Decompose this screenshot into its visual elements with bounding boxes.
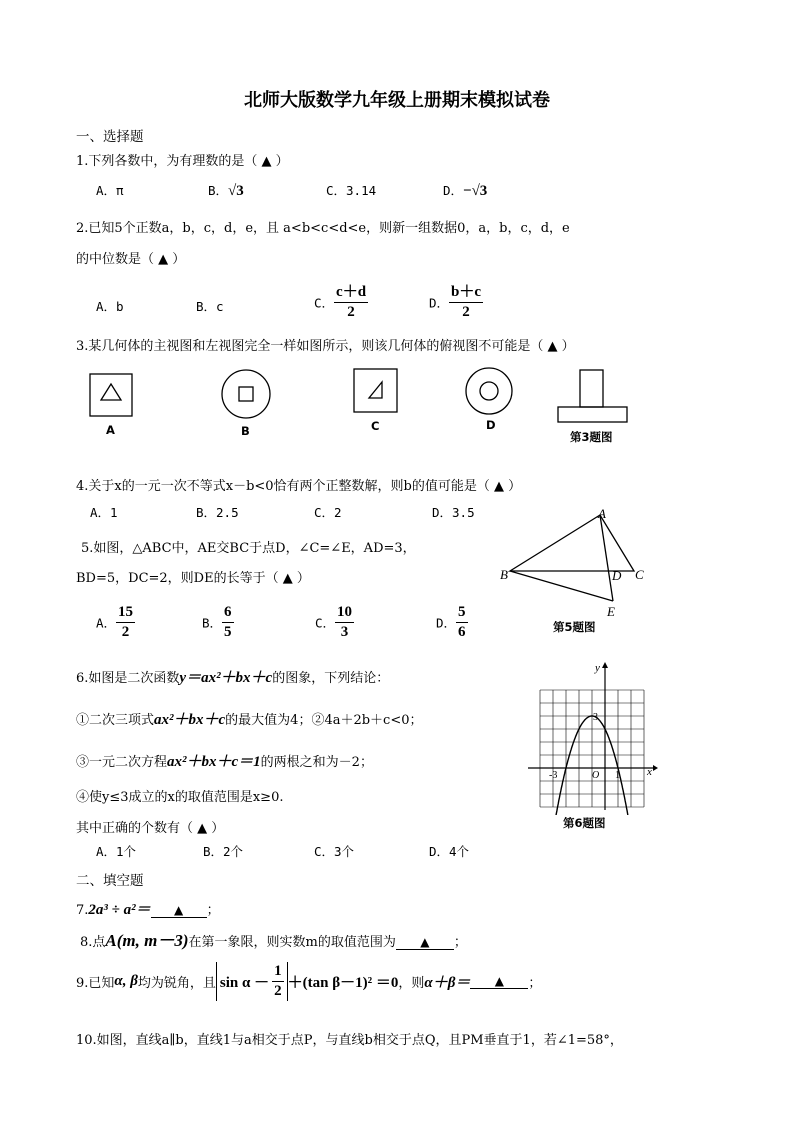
q6-label-1: 1 [615, 770, 620, 781]
page-title: 北师大版数学九年级上册期末模拟试卷 [244, 90, 550, 111]
q2-stem-line1: 2.已知5个正数a，b，c，d，e，且 a<b<c<d<e，则新一组数据0，a，b，c，d，e [76, 221, 570, 236]
q3-label-b: B [241, 424, 250, 438]
q7-answer-blank[interactable]: ▲ [151, 903, 207, 918]
q6-label-y: y [595, 662, 600, 674]
q2-stem-line2: 的中位数是（ ▲ ） [76, 252, 186, 267]
q6-label-neg3: -3 [549, 770, 558, 781]
q3-figures [80, 362, 640, 447]
q5-option-c: C． $\frac{10}{3}$ [315, 604, 353, 640]
q6-label-origin: O [592, 770, 600, 781]
q5-option-d: D． $\frac{5}{6}$ [436, 604, 466, 640]
q7: 7.2a³ ÷ a²＝ ▲ ； [76, 902, 220, 918]
q5-figure [496, 505, 656, 625]
q4-stem: 4.关于x的一元一次不等式x－b<0恰有两个正整数解，则b的值可能是（ ▲ ） [76, 479, 522, 494]
q3-stem: 3.某几何体的主视图和左视图完全一样如图所示，则该几何体的俯视图不可能是（ ▲ ） [76, 339, 575, 354]
q1-option-c: C．3.14 [326, 183, 377, 198]
q6-option-d: D．4个 [429, 844, 470, 859]
q6-x-arrow [653, 765, 658, 771]
q8: 8.点A(m, m－3)在第一象限，则实数m的取值范围为 ▲ ； [80, 931, 467, 950]
q5-stem-line2: BD=5，DC=2，则DE的长等于（ ▲ ） [76, 571, 310, 586]
q1-option-d: D．−√3 [443, 183, 488, 199]
q6-label-3: 3 [593, 712, 598, 723]
q5-label-a: A [598, 506, 606, 521]
q6-ask: 其中正确的个数有（ ▲ ） [76, 821, 225, 836]
q4-option-d: D．3.5 [432, 505, 475, 520]
section-heading-choice: 一、选择题 [76, 129, 144, 145]
q6-stem: 6.如图是二次函数y＝ax²＋bx＋c的图象，下列结论： [76, 670, 390, 686]
q2-option-a: A．b [96, 299, 124, 314]
q1-option-a: A．π [96, 183, 124, 198]
q2-option-d: D． $\frac{b+c}{2}$ [429, 284, 482, 320]
q5-stem-line1: 5.如图，△ABC中，AE交BC于点D，∠C=∠E，AD=3， [81, 541, 416, 556]
q5-label-d: D [612, 568, 622, 583]
q9-absolute-value: sin α － $\frac{1}{2}$ [216, 962, 288, 1001]
q8-answer-blank[interactable]: ▲ [396, 935, 454, 950]
q10-stem-line1: 10.如图，直线a∥b，直线1与a相交于点P，与直线b相交于点Q，且PM垂直于1，若∠1=58°， [76, 1033, 623, 1048]
q6-y-arrow [602, 662, 608, 668]
q3-figure-b [222, 370, 270, 418]
q4-option-a: A．1 [90, 505, 118, 520]
q3-figure-d [466, 368, 512, 414]
q6-option-a: A．1个 [96, 844, 137, 859]
q5-label-b: B [500, 567, 508, 582]
q6-parabola-graph [525, 660, 660, 815]
q3-label-c: C [371, 419, 380, 433]
q4-option-c: C．2 [314, 505, 342, 520]
q2-option-c: C． $\frac{c+d}{2}$ [314, 284, 367, 320]
q6-option-b: B．2个 [203, 844, 244, 859]
q6-statement-3: ③一元二次方程ax²＋bx＋c＝1的两根之和为－2； [76, 754, 373, 770]
q5-label-e: E [607, 604, 615, 619]
q5-option-b: B． $\frac{6}{5}$ [202, 604, 232, 640]
q1-stem: 1.下列各数中，为有理数的是（ ▲ ） [76, 154, 289, 169]
q9-answer-blank[interactable]: ▲ [470, 974, 528, 989]
q5-label-c: C [635, 567, 644, 582]
q3-label-a: A [106, 423, 115, 437]
q3-figure-a [90, 374, 132, 416]
q1-option-b: B．√3 [208, 183, 244, 199]
q3-reference-figure [558, 370, 627, 422]
q6-statement-4: ④使y≤3成立的x的取值范围是x≥0. [76, 790, 284, 805]
q6-option-c: C．3个 [314, 844, 355, 859]
q2-option-b: B．c [196, 299, 224, 314]
q3-figure-c [354, 369, 397, 412]
q6-statement-1-2: ①二次三项式ax²＋bx＋c的最大值为4；②4a＋2b＋c<0； [76, 712, 423, 728]
q5-figure-caption: 第5题图 [553, 620, 596, 634]
q3-figure-caption: 第3题图 [570, 430, 613, 444]
q6-label-x: x [647, 766, 652, 778]
q5-option-a: A． $\frac{15}{2}$ [96, 604, 134, 640]
q6-grid [540, 690, 644, 807]
q4-option-b: B．2.5 [196, 505, 239, 520]
section-heading-fill: 二、填空题 [76, 873, 144, 889]
q6-figure-caption: 第6题图 [563, 816, 606, 830]
q3-label-d: D [486, 418, 496, 432]
q9: 9.已知α, β均为锐角，且 sin α － $\frac{1}{2}$ ＋(tan β－1)² ＝0，则α＋β＝ ▲ ； [76, 963, 542, 999]
